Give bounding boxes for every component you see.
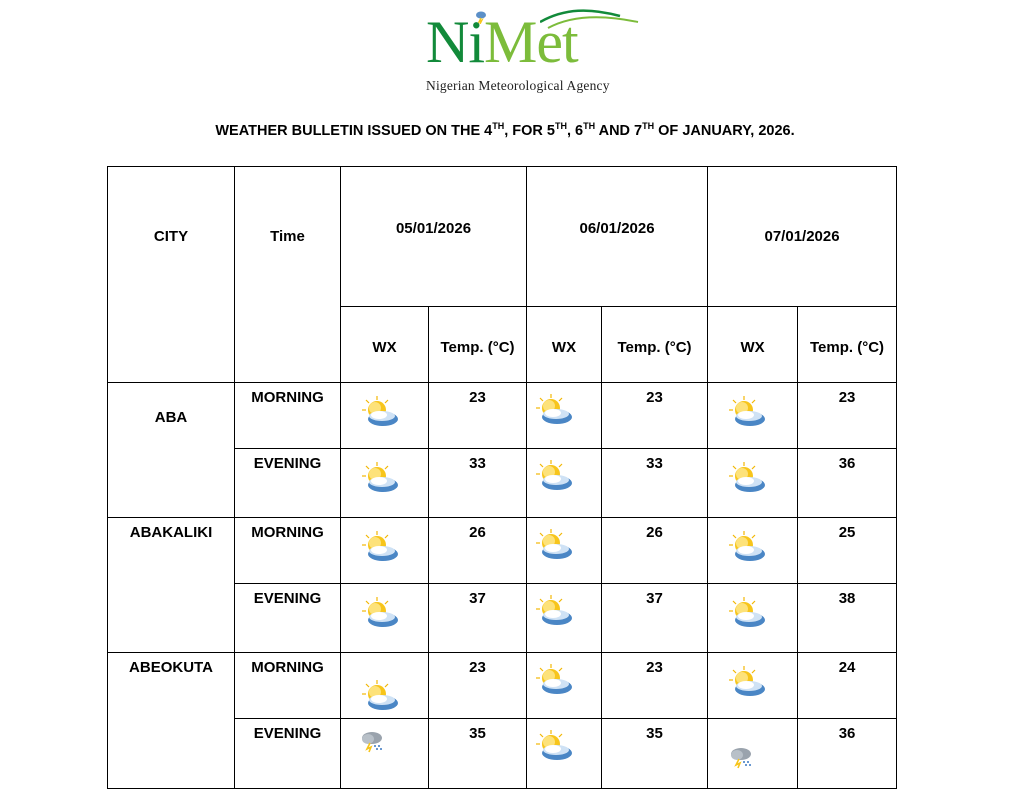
temp-value: 23	[646, 659, 663, 676]
temp-label: Temp. (°C)	[810, 339, 885, 356]
temp-cell	[798, 653, 897, 719]
temp-cell	[602, 383, 708, 449]
temp-cell	[602, 719, 708, 789]
temp-subheader	[602, 307, 708, 383]
table-row	[108, 584, 897, 653]
thunderstorm-icon	[728, 747, 754, 769]
temp-cell	[602, 584, 708, 653]
title-part: , FOR 5	[504, 123, 555, 139]
temp-value: 23	[838, 389, 856, 406]
temp-cell	[798, 383, 897, 449]
temp-value: 26	[646, 524, 663, 541]
city-header-label: CITY	[153, 228, 189, 245]
temp-cell	[602, 449, 708, 518]
temp-value: 26	[469, 524, 486, 541]
wx-subheader	[527, 307, 602, 383]
table-row	[108, 518, 897, 584]
agency-name: Nigerian Meteorological Agency	[426, 78, 610, 93]
wx-label: WX	[740, 339, 765, 356]
wx-subheader	[708, 307, 798, 383]
time-cell	[235, 653, 341, 719]
wx-cell	[341, 584, 429, 653]
time-label: MORNING	[251, 659, 324, 676]
temp-value: 33	[646, 455, 663, 472]
wx-cell	[341, 383, 429, 449]
temp-value: 37	[469, 590, 486, 607]
date-header	[527, 167, 708, 307]
weather-table	[107, 166, 897, 789]
partly-cloudy-icon	[361, 530, 399, 564]
temp-cell	[429, 653, 527, 719]
city-cell	[108, 584, 235, 653]
city-name: ABA	[154, 409, 188, 426]
time-label: EVENING	[253, 725, 322, 742]
thunderstorm-icon	[359, 731, 385, 753]
temp-cell	[798, 584, 897, 653]
time-cell	[235, 584, 341, 653]
time-cell	[235, 518, 341, 584]
temp-value: 24	[838, 659, 856, 676]
partly-cloudy-icon	[728, 395, 766, 429]
logo-met: Met	[484, 9, 578, 75]
table-row	[108, 383, 897, 449]
time-label: EVENING	[253, 455, 322, 472]
city-cell	[108, 653, 235, 719]
time-label: MORNING	[251, 389, 324, 406]
bulletin-title	[0, 121, 1010, 139]
city-cell	[108, 518, 235, 584]
temp-cell	[602, 653, 708, 719]
partly-cloudy-icon	[728, 461, 766, 495]
wx-cell	[527, 584, 602, 653]
partly-cloudy-icon	[535, 528, 573, 562]
temp-label: Temp. (°C)	[440, 339, 515, 356]
temp-cell	[798, 449, 897, 518]
title-part: AND 7	[595, 123, 643, 139]
city-header	[108, 167, 235, 383]
time-header	[235, 167, 341, 383]
logo-ni: Ni	[426, 9, 484, 75]
city-name: ABAKALIKI	[129, 524, 213, 541]
temp-cell	[798, 719, 897, 789]
wx-cell	[708, 653, 798, 719]
temp-value: 37	[646, 590, 663, 607]
time-header-label: Time	[270, 228, 305, 245]
wx-label: WX	[372, 339, 397, 356]
temp-cell	[602, 518, 708, 584]
temp-cell	[429, 449, 527, 518]
partly-cloudy-icon	[361, 461, 399, 495]
date-label: 06/01/2026	[579, 220, 655, 237]
time-cell	[235, 449, 341, 518]
temp-value: 23	[469, 659, 486, 676]
partly-cloudy-icon	[728, 665, 766, 699]
temp-cell	[429, 383, 527, 449]
wx-cell	[708, 719, 798, 789]
partly-cloudy-icon	[361, 395, 399, 429]
city-cell	[108, 449, 235, 518]
date-label: 07/01/2026	[764, 228, 840, 245]
wx-cell	[527, 383, 602, 449]
temp-label: Temp. (°C)	[617, 339, 692, 356]
table-row	[108, 719, 897, 789]
title-sup: TH	[492, 121, 505, 131]
temp-value: 23	[469, 389, 486, 406]
wx-cell	[708, 449, 798, 518]
temp-value: 35	[646, 725, 663, 742]
temp-value: 36	[838, 725, 856, 742]
temp-subheader	[429, 307, 527, 383]
time-cell	[235, 383, 341, 449]
date-header	[341, 167, 527, 307]
partly-cloudy-icon	[728, 530, 766, 564]
wx-cell	[527, 449, 602, 518]
temp-cell	[429, 584, 527, 653]
city-name: ABEOKUTA	[129, 659, 213, 676]
date-header	[708, 167, 897, 307]
temp-value: 36	[838, 455, 856, 472]
temp-subheader	[798, 307, 897, 383]
title-part: WEATHER BULLETIN ISSUED ON THE 4	[215, 123, 493, 139]
nimet-logo	[420, 6, 640, 98]
wx-cell	[341, 719, 429, 789]
temp-value: 38	[838, 590, 856, 607]
temp-cell	[429, 518, 527, 584]
temp-cell	[429, 719, 527, 789]
header-row	[108, 167, 897, 307]
city-cell	[108, 383, 235, 449]
wx-cell	[708, 518, 798, 584]
date-label: 05/01/2026	[395, 220, 472, 237]
temp-value: 23	[646, 389, 663, 406]
wx-cell	[708, 383, 798, 449]
temp-cell	[798, 518, 897, 584]
title-sup: TH	[583, 121, 596, 131]
wx-cell	[341, 518, 429, 584]
temp-value: 33	[469, 455, 486, 472]
temp-value: 35	[469, 725, 486, 742]
time-label: MORNING	[251, 524, 324, 541]
partly-cloudy-icon	[535, 594, 573, 628]
wx-cell	[341, 449, 429, 518]
wx-subheader	[341, 307, 429, 383]
logo-wordmark	[426, 10, 578, 74]
temp-value: 25	[838, 524, 856, 541]
partly-cloudy-icon	[535, 729, 573, 763]
title-sup: TH	[642, 121, 655, 131]
wx-cell	[527, 719, 602, 789]
table-row	[108, 449, 897, 518]
title-part: , 6	[567, 123, 584, 139]
time-cell	[235, 719, 341, 789]
title-sup: TH	[555, 121, 567, 131]
partly-cloudy-icon	[535, 663, 573, 697]
time-label: EVENING	[253, 590, 322, 607]
wx-cell	[527, 653, 602, 719]
table-row	[108, 653, 897, 719]
partly-cloudy-icon	[728, 596, 766, 630]
partly-cloudy-icon	[535, 459, 573, 493]
partly-cloudy-icon	[361, 596, 399, 630]
partly-cloudy-icon	[535, 393, 573, 427]
city-cell	[108, 719, 235, 789]
wx-cell	[708, 584, 798, 653]
title-part: OF JANUARY, 2026.	[654, 123, 795, 139]
wx-label: WX	[551, 339, 577, 356]
wx-cell	[341, 653, 429, 719]
partly-cloudy-icon	[361, 679, 399, 713]
wx-cell	[527, 518, 602, 584]
